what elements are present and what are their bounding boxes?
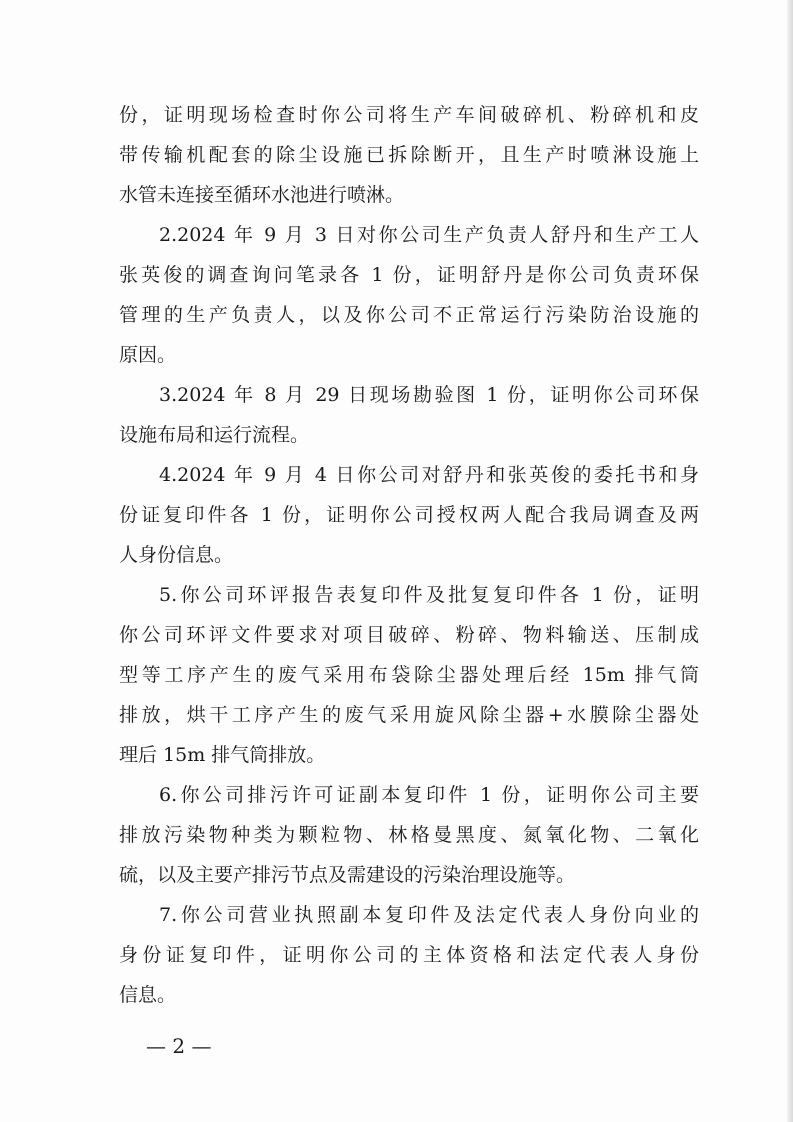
text-line: 7.你公司营业执照副本复印件及法定代表人身份向业的 [159, 904, 699, 926]
paragraph-item-6 [119, 775, 699, 895]
page-number: — 2 — [146, 1034, 212, 1058]
text-line: 份，证明现场检查时你公司将生产车间破碎机、粉碎机和皮 [119, 104, 699, 126]
text-line: 原因。 [119, 344, 177, 366]
document-body [119, 95, 699, 1015]
text-line: 理后 15m 排气筒排放。 [119, 744, 326, 766]
text-line: 身份证复印件，证明你公司的主体资格和法定代表人身份 [119, 944, 699, 966]
text-line: 你公司环评文件要求对项目破碎、粉碎、物料输送、压制成 [119, 624, 699, 646]
scan-edge-shadow [787, 0, 793, 1122]
text-line: 2.2024 年 9 月 3 日对你公司生产负责人舒丹和生产工人 [159, 224, 699, 246]
text-line: 信息。 [119, 984, 177, 1006]
text-line: 人身份信息。 [119, 544, 234, 566]
paragraph-item-3 [119, 375, 699, 455]
text-line: 水管未连接至循环水池进行喷淋。 [119, 184, 405, 206]
text-line: 5.你公司环评报告表复印件及批复复印件各 1 份，证明 [159, 584, 699, 606]
text-line: 4.2024 年 9 月 4 日你公司对舒丹和张英俊的委托书和身 [159, 464, 699, 486]
paragraph-item-2 [119, 215, 699, 375]
text-line: 排放污染物种类为颗粒物、林格曼黑度、氮氧化物、二氧化 [119, 824, 699, 846]
text-line: 张英俊的调查询问笔录各 1 份，证明舒丹是你公司负责环保 [119, 264, 699, 286]
paragraph-continuation [119, 95, 699, 215]
text-line: 带传输机配套的除尘设施已拆除断开，且生产时喷淋设施上 [119, 144, 699, 166]
text-line: 硫，以及主要产排污节点及需建设的污染治理设施等。 [119, 864, 576, 886]
paragraph-item-5 [119, 575, 699, 775]
text-line: 份证复印件各 1 份，证明你公司授权两人配合我局调查及两 [119, 504, 699, 526]
text-line: 排放，烘干工序产生的废气采用旋风除尘器+水膜除尘器处 [119, 704, 699, 726]
paragraph-item-7 [119, 895, 699, 1015]
text-line: 6.你公司排污许可证副本复印件 1 份，证明你公司主要 [159, 784, 699, 806]
text-line: 管理的生产负责人，以及你公司不正常运行污染防治设施的 [119, 304, 699, 326]
paragraph-item-4 [119, 455, 699, 575]
text-line: 设施布局和运行流程。 [119, 424, 310, 446]
text-line: 3.2024 年 8 月 29 日现场勘验图 1 份，证明你公司环保 [159, 384, 699, 406]
text-line: 型等工序产生的废气采用布袋除尘器处理后经 15m 排气筒 [119, 664, 699, 686]
